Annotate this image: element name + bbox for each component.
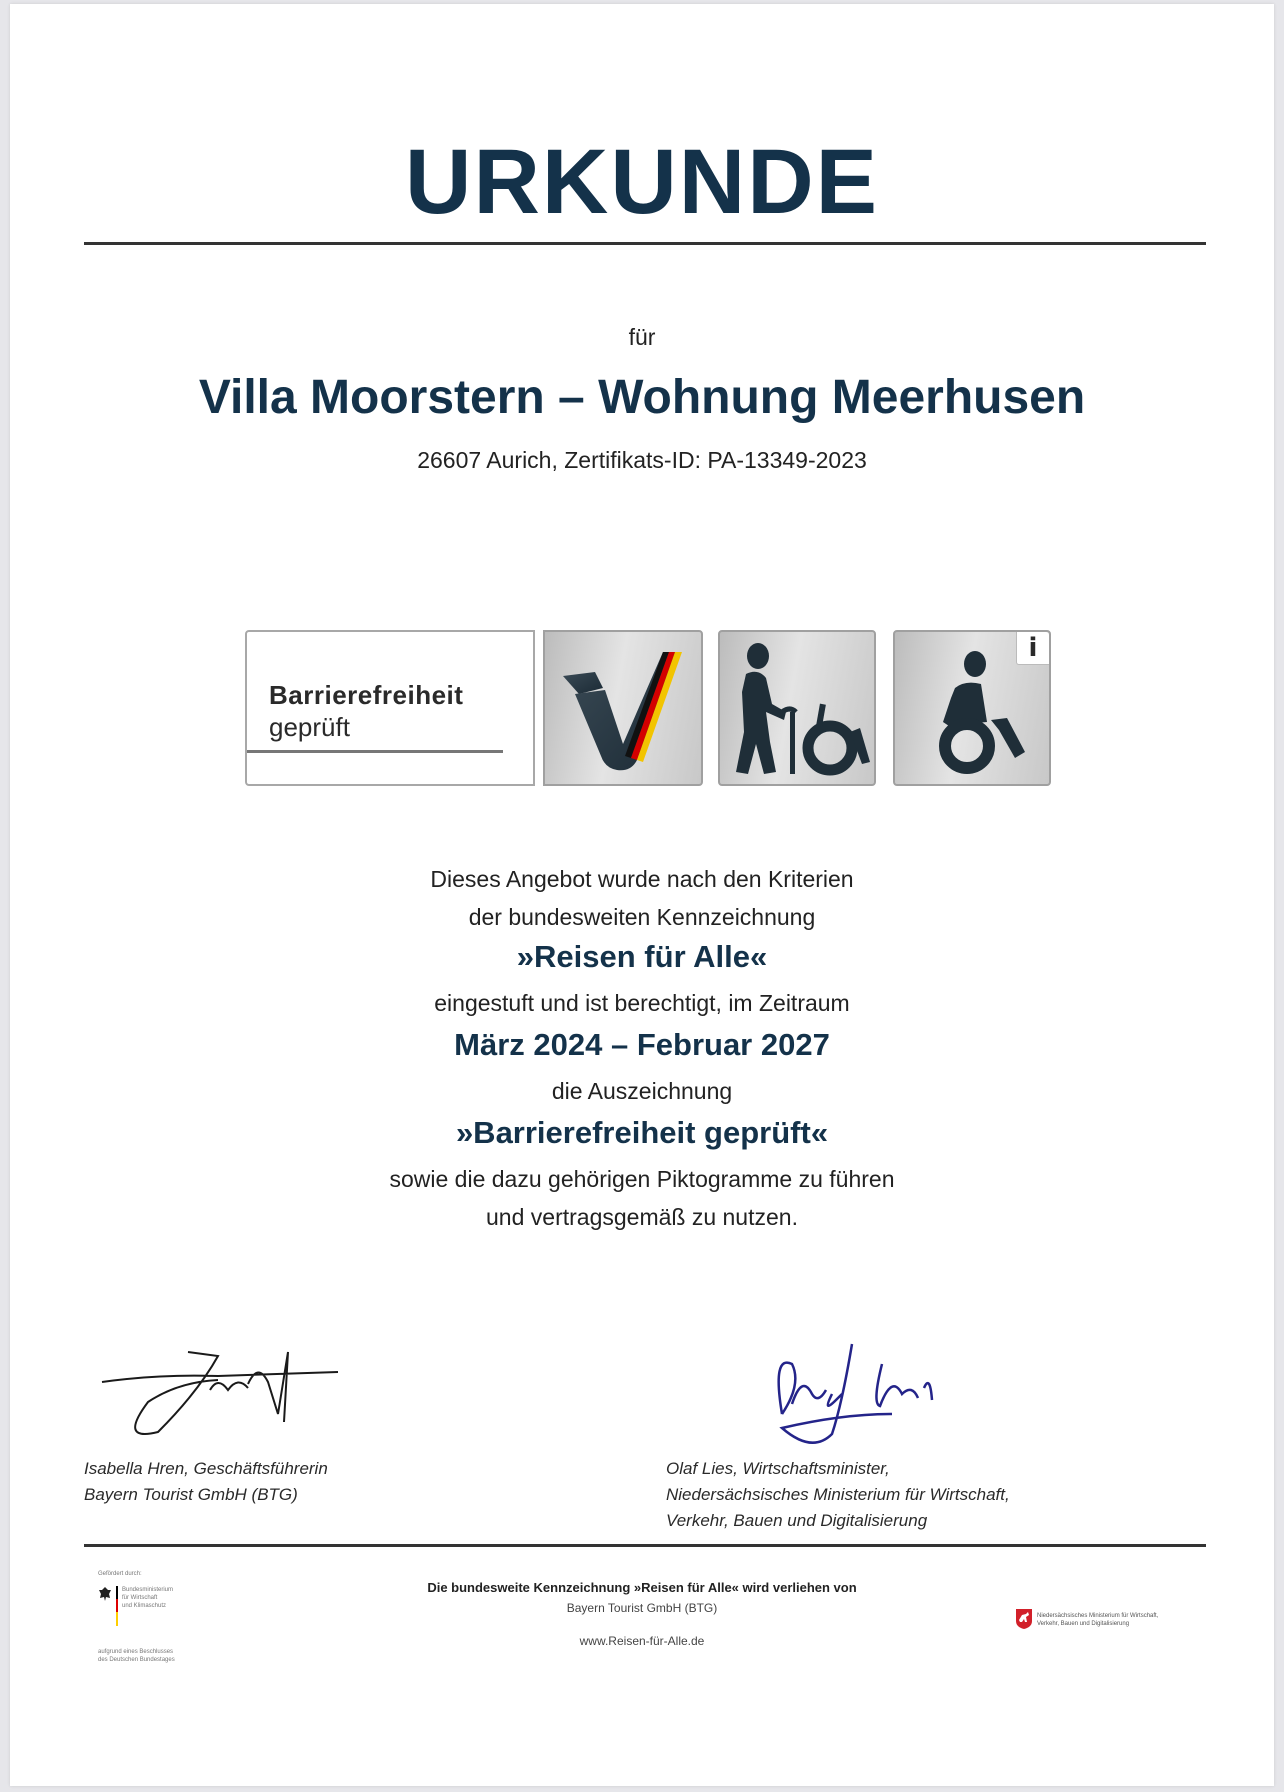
ministry-line-1: Bundesministerium xyxy=(122,1587,174,1593)
award-name: »Barrierefreiheit geprüft« xyxy=(455,1115,829,1150)
niedersachsen-ministry-logo xyxy=(1015,1608,1205,1634)
check-mark-tile xyxy=(543,630,703,786)
signer-left-name-title: Isabella Hren, Geschäftsführerin xyxy=(84,1459,328,1478)
awarded-by-organization: Bayern Tourist GmbH (BTG) xyxy=(566,1601,718,1615)
wheelchair-user-tile xyxy=(893,630,1051,786)
location-and-certificate-id: 26607 Aurich, Zertifikats-ID: PA-13349-2023 xyxy=(417,447,867,473)
program-name: »Reisen für Alle« xyxy=(516,939,768,974)
check-mark-icon xyxy=(545,632,701,784)
validity-period: März 2024 – Februar 2027 xyxy=(454,1027,830,1062)
funded-by-text: Gefördert durch: xyxy=(98,1571,142,1577)
certificate-page xyxy=(10,4,1274,1786)
nds-ministry-line-1: Niedersächsisches Ministerium für Wirtschaft, xyxy=(1037,1613,1159,1619)
signature-right xyxy=(762,1334,962,1454)
badge-label-line2: geprüft xyxy=(269,712,350,742)
statement-line-1: Dieses Angebot wurde nach den Kriterien xyxy=(430,866,854,892)
lower-saxony-horse-crest-icon xyxy=(1015,1608,1033,1630)
signer-left-organization: Bayern Tourist GmbH (BTG) xyxy=(84,1485,298,1504)
awarded-by-line: Die bundesweite Kennzeichnung »Reisen für Alle« wird verliehen von xyxy=(427,1580,857,1595)
resolution-line-1: aufgrund eines Beschlusses xyxy=(98,1649,174,1655)
ministry-line-3: und Klimaschutz xyxy=(122,1603,167,1609)
badge-label-rule xyxy=(247,750,503,753)
for-label: für xyxy=(628,324,656,350)
recipient-name: Villa Moorstern – Wohnung Meerhusen xyxy=(198,371,1086,424)
walking-impaired-wheelchair-icon xyxy=(720,632,874,784)
title-divider xyxy=(84,242,1206,245)
statement-line-6: und vertragsgemäß zu nutzen. xyxy=(486,1204,798,1230)
signer-right-ministry: Niedersächsisches Ministerium für Wirtschaft, xyxy=(666,1485,1010,1504)
badge-label-line1: Barrierefreiheit xyxy=(269,680,464,710)
statement-line-5: sowie die dazu gehörigen Piktogramme zu führen xyxy=(389,1166,895,1192)
website-link[interactable]: www.Reisen-für-Alle.de xyxy=(579,1634,705,1648)
signature-left xyxy=(98,1332,348,1442)
nds-ministry-line-2: Verkehr, Bauen und Digitalisierung xyxy=(1037,1621,1130,1627)
certificate-title: URKUNDE xyxy=(405,131,879,233)
info-icon: i xyxy=(1016,632,1049,665)
ministry-line-2: für Wirtschaft xyxy=(122,1595,158,1601)
barrierefreiheit-label-badge xyxy=(245,630,535,786)
signer-right-name-title: Olaf Lies, Wirtschaftsminister, xyxy=(666,1459,890,1478)
signer-right-ministry-cont: Verkehr, Bauen und Digitalisierung xyxy=(666,1511,928,1530)
statement-line-4: die Auszeichnung xyxy=(551,1078,733,1104)
statement-line-3: eingestuft und ist berechtigt, im Zeitraum xyxy=(434,990,850,1016)
walking-impaired-tile xyxy=(718,630,876,786)
footer-divider xyxy=(84,1544,1206,1547)
statement-line-2: der bundesweiten Kennzeichnung xyxy=(468,904,816,930)
resolution-line-2: des Deutschen Bundestages xyxy=(98,1657,175,1663)
